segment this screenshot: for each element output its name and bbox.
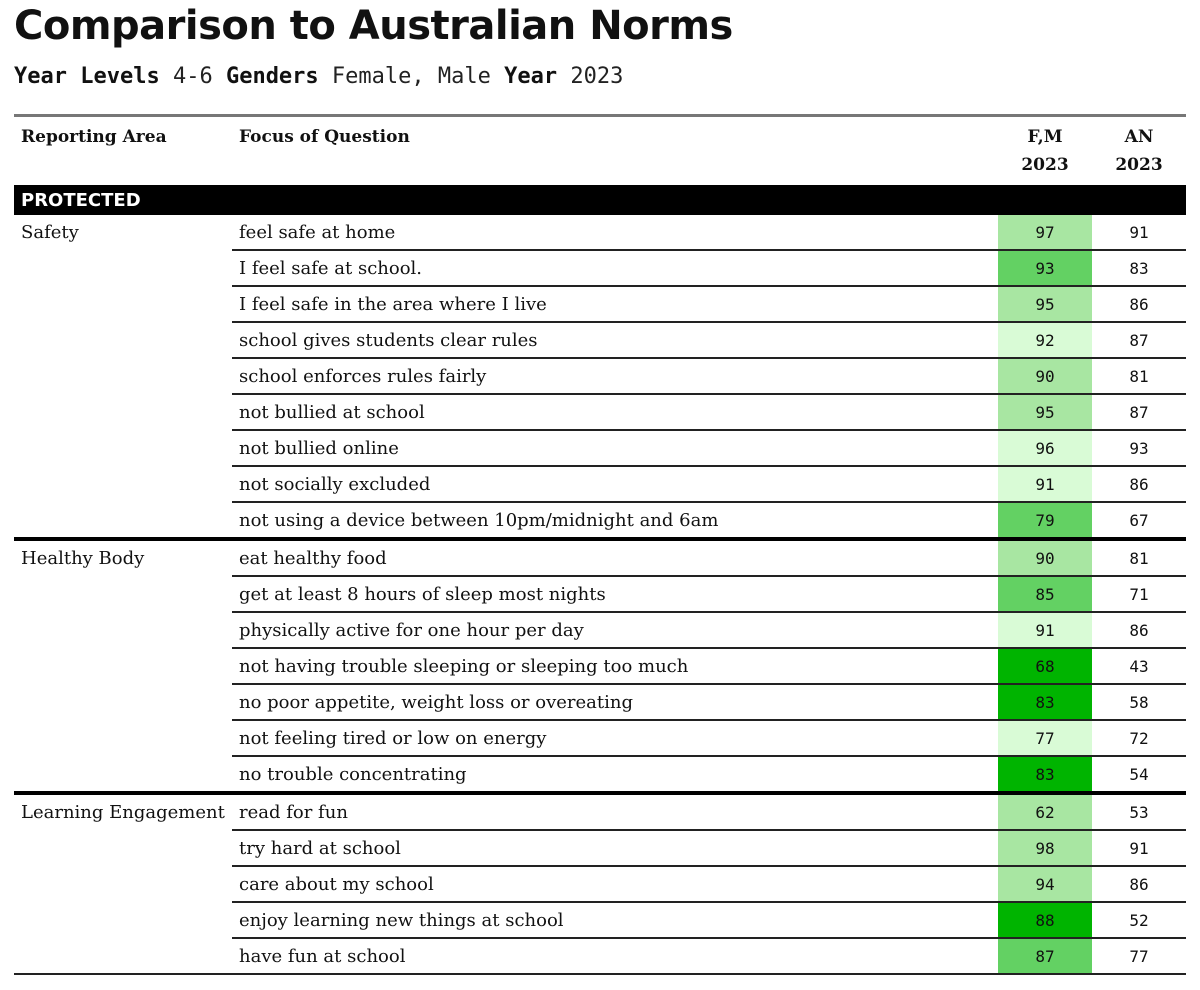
header-school-line1: F,M bbox=[1027, 127, 1063, 147]
school-score-cell: 83 bbox=[998, 756, 1092, 793]
australian-norm-cell: 72 bbox=[1092, 720, 1186, 756]
question-cell: not having trouble sleeping or sleeping too much bbox=[232, 648, 998, 684]
australian-norm-cell: 81 bbox=[1092, 358, 1186, 394]
page-title: Comparison to Australian Norms bbox=[14, 3, 733, 49]
australian-norm-cell: 86 bbox=[1092, 866, 1186, 902]
australian-norm-cell: 91 bbox=[1092, 830, 1186, 866]
australian-norm-cell: 53 bbox=[1092, 793, 1186, 830]
table-row bbox=[14, 793, 1186, 830]
header-school-2023 bbox=[998, 116, 1092, 186]
question-cell: eat healthy food bbox=[232, 539, 998, 576]
header-reporting-area: Reporting Area bbox=[14, 116, 232, 186]
question-cell: I feel safe in the area where I live bbox=[232, 286, 998, 322]
australian-norm-cell: 86 bbox=[1092, 612, 1186, 648]
question-cell: I feel safe at school. bbox=[232, 250, 998, 286]
australian-norm-cell: 91 bbox=[1129, 222, 1149, 242]
year-label: Year bbox=[504, 64, 558, 89]
question-cell: not bullied online bbox=[232, 430, 998, 466]
header-focus-of-question: Focus of Question bbox=[232, 116, 998, 186]
australian-norm-cell: 86 bbox=[1092, 286, 1186, 322]
question-cell: no poor appetite, weight loss or overeating bbox=[232, 684, 998, 720]
table-row bbox=[14, 539, 1186, 576]
school-score-cell: 98 bbox=[998, 830, 1092, 866]
question-cell: feel safe at home bbox=[239, 221, 396, 243]
question-cell: get at least 8 hours of sleep most nights bbox=[232, 576, 998, 612]
school-score-cell: 91 bbox=[998, 612, 1092, 648]
question-cell: no trouble concentrating bbox=[232, 756, 998, 793]
table-body bbox=[14, 185, 1186, 974]
australian-norm-cell: 87 bbox=[1092, 322, 1186, 358]
school-score-cell: 79 bbox=[998, 502, 1092, 539]
school-score-cell: 83 bbox=[998, 684, 1092, 720]
school-score-cell: 88 bbox=[998, 902, 1092, 938]
question-cell: not bullied at school bbox=[232, 394, 998, 430]
section-row-protected bbox=[14, 185, 1186, 215]
question-cell: not socially excluded bbox=[232, 466, 998, 502]
table-header-row bbox=[14, 116, 1186, 186]
question-cell: not using a device between 10pm/midnight and 6am bbox=[232, 502, 998, 539]
school-score-cell: 90 bbox=[998, 539, 1092, 576]
school-score-cell: 90 bbox=[998, 358, 1092, 394]
australian-norm-cell: 58 bbox=[1092, 684, 1186, 720]
school-score-cell: 97 bbox=[998, 215, 1092, 250]
school-score-cell: 91 bbox=[998, 466, 1092, 502]
school-score-cell: 95 bbox=[998, 286, 1092, 322]
school-score-cell: 77 bbox=[998, 720, 1092, 756]
australian-norm-cell: 93 bbox=[1092, 430, 1186, 466]
question-cell: not feeling tired or low on energy bbox=[232, 720, 998, 756]
filter-summary bbox=[14, 62, 623, 92]
australian-norm-cell: 87 bbox=[1092, 394, 1186, 430]
genders-label: Genders bbox=[225, 64, 319, 89]
school-score-cell: 87 bbox=[998, 938, 1092, 974]
year-levels-value: 4-6 bbox=[172, 64, 213, 89]
reporting-area-cell: Learning Engagement bbox=[14, 793, 232, 974]
school-score-cell: 62 bbox=[998, 793, 1092, 830]
year-value: 2023 bbox=[570, 64, 624, 89]
australian-norm-cell: 81 bbox=[1092, 539, 1186, 576]
year-levels-label: Year Levels bbox=[14, 64, 160, 89]
header-an-2023 bbox=[1092, 116, 1186, 186]
question-cell: have fun at school bbox=[232, 938, 998, 974]
australian-norm-cell: 67 bbox=[1092, 502, 1186, 539]
school-score-cell: 94 bbox=[998, 866, 1092, 902]
genders-value: Female, Male bbox=[331, 64, 491, 89]
question-cell: physically active for one hour per day bbox=[232, 612, 998, 648]
header-an-line2: 2023 bbox=[1115, 155, 1163, 175]
australian-norm-cell: 54 bbox=[1092, 756, 1186, 793]
header-an-line1: AN bbox=[1124, 127, 1154, 147]
question-cell: read for fun bbox=[232, 793, 998, 830]
question-cell: school enforces rules fairly bbox=[232, 358, 998, 394]
school-score-cell: 68 bbox=[998, 648, 1092, 684]
school-score-cell: 85 bbox=[998, 576, 1092, 612]
question-cell: care about my school bbox=[232, 866, 998, 902]
table-row bbox=[14, 215, 1186, 250]
australian-norm-cell: 77 bbox=[1092, 938, 1186, 974]
australian-norm-cell: 86 bbox=[1092, 466, 1186, 502]
reporting-area-cell: Healthy Body bbox=[14, 539, 232, 793]
school-score-cell: 93 bbox=[998, 250, 1092, 286]
australian-norm-cell: 83 bbox=[1092, 250, 1186, 286]
norms-comparison-table bbox=[14, 114, 1186, 975]
school-score-cell: 96 bbox=[998, 430, 1092, 466]
reporting-area-cell: Safety bbox=[21, 222, 79, 243]
question-cell: try hard at school bbox=[232, 830, 998, 866]
school-score-cell: 92 bbox=[998, 322, 1092, 358]
question-cell: enjoy learning new things at school bbox=[232, 902, 998, 938]
header-school-line2: 2023 bbox=[1021, 155, 1069, 175]
australian-norm-cell: 71 bbox=[1092, 576, 1186, 612]
school-score-cell: 95 bbox=[998, 394, 1092, 430]
australian-norm-cell: 43 bbox=[1092, 648, 1186, 684]
section-label: PROTECTED bbox=[14, 185, 1186, 215]
australian-norm-cell: 52 bbox=[1092, 902, 1186, 938]
question-cell: school gives students clear rules bbox=[232, 322, 998, 358]
